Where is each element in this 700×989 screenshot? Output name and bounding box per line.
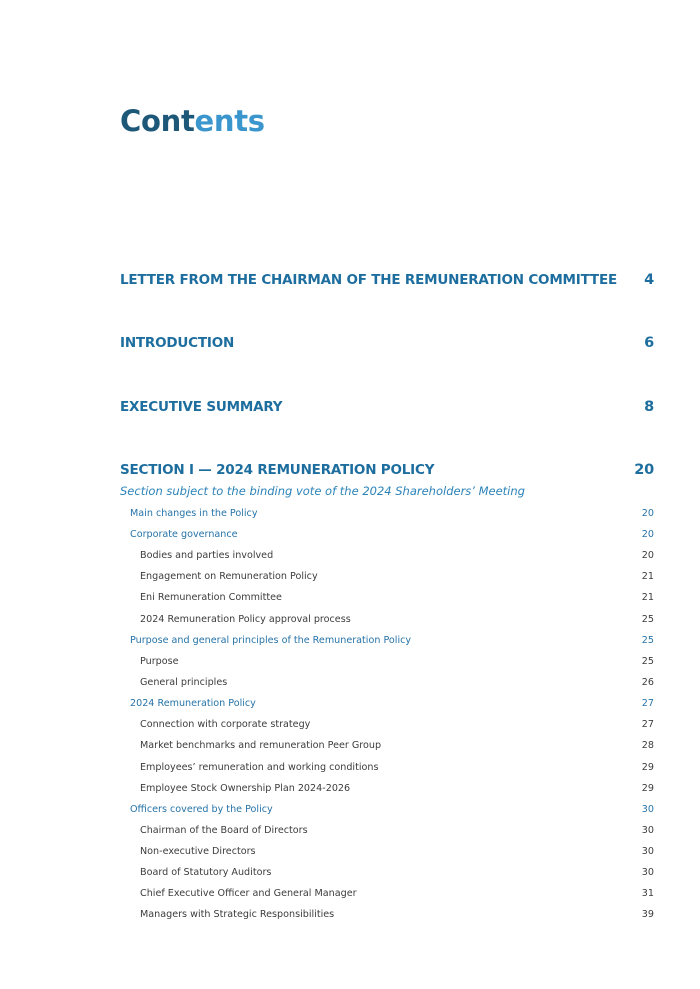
toc-entry-label: Employees’ remuneration and working conditions [140, 762, 379, 773]
toc-entry-page: 30 [641, 867, 654, 878]
toc-entry-page: 29 [641, 783, 654, 794]
toc-entry[interactable] [140, 613, 654, 627]
toc-entry-page: 39 [641, 909, 654, 920]
toc-entry-label: Bodies and parties involved [140, 550, 274, 561]
toc-entry[interactable] [140, 845, 654, 859]
toc-entry-page: 21 [641, 571, 654, 582]
toc-entry-page: 28 [641, 740, 654, 751]
toc-entry-label: 2024 Remuneration Policy approval process [140, 614, 351, 625]
toc-major-label: INTRODUCTION [120, 335, 235, 351]
toc-entry-label: General principles [140, 677, 228, 688]
toc-entry-label: 2024 Remuneration Policy [130, 698, 256, 709]
toc-entry-page: 27 [641, 719, 654, 730]
toc-entry[interactable] [140, 591, 654, 605]
toc-entry[interactable] [140, 887, 654, 901]
toc-entry-label: Board of Statutory Auditors [140, 867, 272, 878]
toc-major-label: SECTION I — 2024 REMUNERATION POLICY [120, 462, 435, 478]
toc-entry-label: Eni Remuneration Committee [140, 592, 282, 603]
toc-entry[interactable] [130, 697, 654, 711]
toc-entry-label: Engagement on Remuneration Policy [140, 571, 318, 582]
toc-entry-page: 20 [641, 508, 654, 519]
page-title [120, 104, 265, 139]
toc-entry[interactable] [140, 866, 654, 880]
toc-entry-label: Purpose and general principles of the Remuneration Policy [130, 635, 412, 646]
toc-entry[interactable] [130, 528, 654, 542]
toc-entry-label: Managers with Strategic Responsibilities [140, 909, 335, 920]
toc-entry[interactable] [140, 782, 654, 796]
toc-entry-label: Chief Executive Officer and General Manager [140, 888, 357, 899]
toc-entry-page: 30 [641, 825, 654, 836]
toc-entry-page: 29 [641, 762, 654, 773]
toc-entry-page: 20 [641, 550, 654, 561]
section-subtitle: Section subject to the binding vote of the 2024 Shareholders’ Meeting [120, 484, 525, 498]
toc-entry-label: Market benchmarks and remuneration Peer Group [140, 740, 382, 751]
toc-major-page: 6 [644, 335, 654, 351]
toc-entry-label: Non-executive Directors [140, 846, 256, 857]
toc-entry-page: 30 [641, 804, 654, 815]
toc-entry[interactable] [140, 676, 654, 690]
toc-entry-page: 25 [641, 614, 654, 625]
toc-entry[interactable] [140, 718, 654, 732]
toc-major-page: 20 [634, 462, 654, 478]
toc-major-executive-summary[interactable] [120, 398, 654, 416]
title-part-dark: Cont [120, 104, 195, 138]
toc-entry-label: Corporate governance [130, 529, 238, 540]
toc-major-section-i[interactable] [120, 461, 654, 479]
toc-entry-page: 30 [641, 846, 654, 857]
toc-entry-page: 26 [641, 677, 654, 688]
toc-entry[interactable] [140, 570, 654, 584]
toc-entry[interactable] [130, 803, 654, 817]
toc-major-page: 8 [644, 399, 654, 415]
toc-entry[interactable] [140, 739, 654, 753]
title-part-light: ents [194, 104, 265, 138]
toc-entry[interactable] [140, 824, 654, 838]
toc-entry[interactable] [140, 655, 654, 669]
toc-entry[interactable] [130, 507, 654, 521]
toc-major-letter[interactable] [120, 271, 654, 289]
toc-entry-label: Employee Stock Ownership Plan 2024-2026 [140, 783, 351, 794]
toc-entry-label: Main changes in the Policy [130, 508, 258, 519]
toc-entry-page: 27 [641, 698, 654, 709]
toc-entry[interactable] [140, 908, 654, 922]
toc-major-introduction[interactable] [120, 334, 654, 352]
toc-entry-page: 21 [641, 592, 654, 603]
toc-entry-label: Connection with corporate strategy [140, 719, 311, 730]
toc-entry-page: 25 [641, 635, 654, 646]
toc-entry-page: 31 [641, 888, 654, 899]
toc-entry-label: Purpose [140, 656, 179, 667]
toc-entry-label: Officers covered by the Policy [130, 804, 273, 815]
toc-entry-page: 20 [641, 529, 654, 540]
toc-entry[interactable] [140, 549, 654, 563]
toc-major-label: LETTER FROM THE CHAIRMAN OF THE REMUNERATION COMMITTEE [120, 272, 617, 288]
toc-entry[interactable] [140, 761, 654, 775]
toc-entry-page: 25 [641, 656, 654, 667]
toc-major-label: EXECUTIVE SUMMARY [120, 399, 283, 415]
toc-entry[interactable] [130, 634, 654, 648]
toc-entry-label: Chairman of the Board of Directors [140, 825, 308, 836]
toc-major-page: 4 [644, 272, 654, 288]
